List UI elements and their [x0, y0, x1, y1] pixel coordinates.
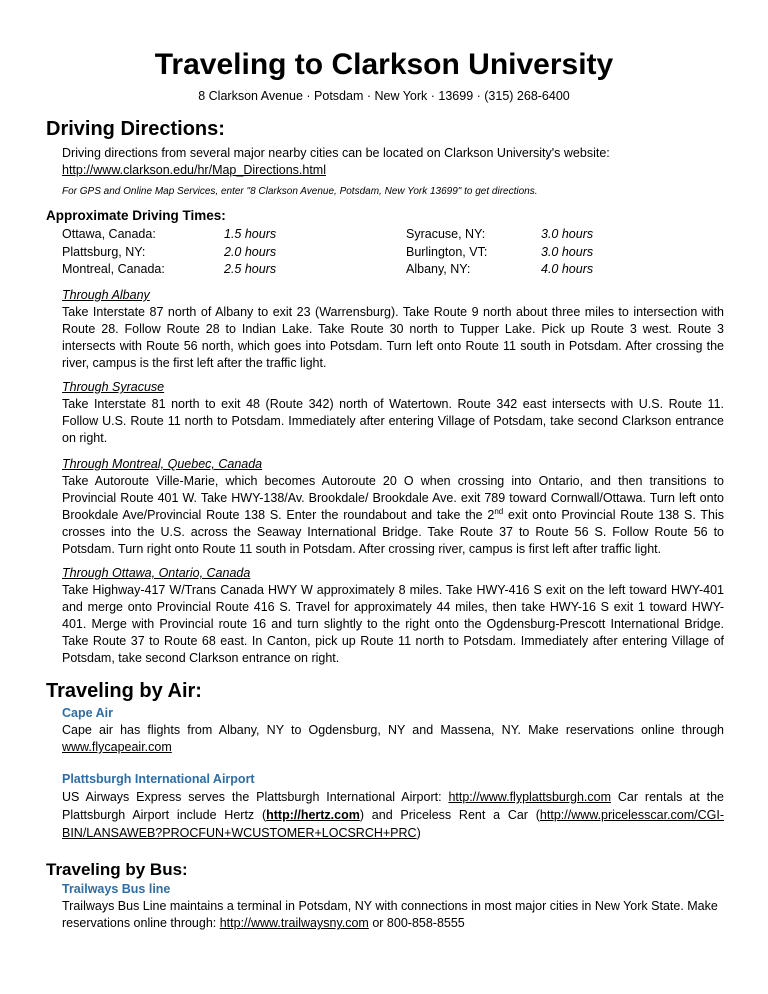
cape-air-title: Cape Air	[62, 706, 113, 720]
times-right-cities	[406, 226, 487, 279]
trailways-title: Trailways Bus line	[62, 882, 171, 896]
cape-air-link[interactable]: www.flycapeair.com	[62, 740, 172, 754]
driving-intro-text: Driving directions from several major nearby cities can be located on Clarkson University's website:	[62, 146, 610, 160]
route-text-b: exit onto Provincial Route 138 S. This crosses into the U.S. across the Seaway International Bridge. Take Route 37 to Route 56 S. Follow Route 56 to Potsdam. Turn right onto Route 11 south in Potsdam. After crossing river, campus is first left after traffic light.	[62, 508, 724, 556]
route-text: Take Interstate 87 north of Albany to exit 23 (Warrensburg). Take Route 9 north about three miles to intersection with Route 28. Follow Route 28 to Indian Lake. Take Route 30 north to Tupper Lake. Pick up Route 3 west. Route 3 intersects with Route 56 north, which goes into Potsdam. Turn left onto Route 11 south in Potsdam. After crossing the river, campus is the first left after the traffic light.	[62, 305, 724, 370]
plattsburgh-title: Plattsburgh International Airport	[62, 772, 255, 786]
city: Ottawa, Canada:	[62, 227, 156, 241]
plattsburgh-link[interactable]: http://www.flyplattsburgh.com	[448, 790, 612, 804]
city: Burlington, VT:	[406, 244, 488, 259]
page-title: Traveling to Clarkson University	[154, 48, 614, 81]
plattsburgh-airport	[62, 771, 724, 842]
route-title: Through Montreal, Quebec, Canada	[62, 457, 263, 471]
city: Montreal, Canada:	[62, 262, 165, 276]
directions-link[interactable]: http://www.clarkson.edu/hr/Map_Directions.html	[62, 163, 326, 177]
route-text: Take Highway-417 W/Trans Canada HWY W approximately 8 miles. Take HWY-416 S exit on the left toward HWY-401 and merge onto Provincial Route 416 S. Travel for approximately 44 miles, then take HWY-16 S exit 1 toward HWY-401. Merge with Provincial route 16 and turn slightly to the right onto the Ogdensburg-Prescott International Bridge. Take Route 37 to Route 68 east. In Canton, pick up Route 11 north to Potsdam. Immediately after entering Village of Potsdam, take second Clarkson entrance on right.	[62, 583, 724, 665]
trailways	[62, 881, 724, 932]
times-left-cities	[62, 226, 165, 279]
times-heading: Approximate Driving Times:	[46, 208, 226, 223]
hours: 3.0 hours	[541, 244, 594, 259]
air-heading: Traveling by Air:	[46, 680, 202, 702]
hours: 1.5 hours	[224, 227, 277, 241]
hours: 2.5 hours	[224, 262, 277, 276]
city: Syracuse, NY:	[406, 227, 486, 241]
cape-air-desc: Cape air has flights from Albany, NY to Ogdensburg, NY and Massena, NY. Make reservations online through	[62, 723, 724, 737]
address: 8 Clarkson Avenue · Potsdam · New York · 13699 · (315) 268-6400	[198, 89, 570, 103]
hours: 2.0 hours	[224, 244, 277, 259]
route-syracuse	[62, 379, 724, 447]
times-left-hours	[224, 226, 276, 279]
driving-intro	[62, 145, 724, 179]
route-title: Through Albany	[62, 288, 150, 302]
route-text-a: Take Autoroute Ville-Marie, which becomes Autoroute 20 O when crossing into Ontario, and then transitions to Provincial Route 401 W. Take HWY-138/Av. Brookdale/ Brookdale Ave. exit 789 toward Cornwall/Ottawa. Turn left onto Brookdale Ave/Provincial Route 138 S. Enter the roundabout and take the 2	[62, 474, 724, 522]
hours: 3.0 hours	[541, 227, 594, 241]
trailways-text	[62, 898, 724, 932]
driving-heading: Driving Directions:	[46, 118, 225, 140]
route-title: Through Ottawa, Ontario, Canada	[62, 566, 251, 580]
plattsburgh-rental-2: ) and Priceless Rent a Car (	[359, 808, 540, 822]
route-ottawa	[62, 565, 724, 667]
priceless-link[interactable]: http://www.pricelesscar.com/CGI-BIN/LANSAWEB?PROCFUN+WCUSTOMER+LOCSRCH+PRC	[62, 808, 724, 840]
times-right-hours	[541, 226, 593, 279]
trailways-desc: Trailways Bus Line maintains a terminal in Potsdam, NY with connections in most major cities in New York State. Make reservations online through:	[62, 899, 718, 930]
route-montreal	[62, 456, 724, 558]
ordinal-suffix: nd	[494, 506, 504, 516]
trailways-link[interactable]: http://www.trailwaysny.com	[219, 916, 369, 930]
hours: 4.0 hours	[541, 262, 594, 276]
plattsburgh-rental: Car rentals at the Plattsburgh Airport include Hertz (	[62, 790, 724, 822]
city: Albany, NY:	[406, 262, 471, 276]
cape-air	[62, 705, 724, 756]
plattsburgh-desc: US Airways Express serves the Plattsburgh International Airport:	[62, 790, 449, 804]
route-title: Through Syracuse	[62, 380, 165, 394]
route-text	[62, 473, 724, 558]
city: Plattsburg, NY:	[62, 244, 146, 259]
cape-air-text	[62, 722, 724, 756]
route-text: Take Interstate 81 north to exit 48 (Route 342) north of Watertown. Route 342 east intersects with U.S. Route 11. Follow U.S. Route 11 north to Potsdam. Immediately after entering Village of Potsdam, take second Clarkson entrance on right.	[62, 397, 724, 445]
hertz-link[interactable]: http://hertz.com	[266, 808, 360, 822]
route-albany	[62, 287, 724, 372]
trailways-phone: or 800-858-8555	[368, 916, 465, 930]
plattsburgh-text	[62, 788, 724, 842]
bus-heading: Traveling by Bus:	[46, 860, 188, 879]
close-paren: )	[416, 826, 421, 840]
gps-note: For GPS and Online Map Services, enter "8 Clarkson Avenue, Potsdam, New York 13699" to get directions.	[62, 186, 538, 197]
